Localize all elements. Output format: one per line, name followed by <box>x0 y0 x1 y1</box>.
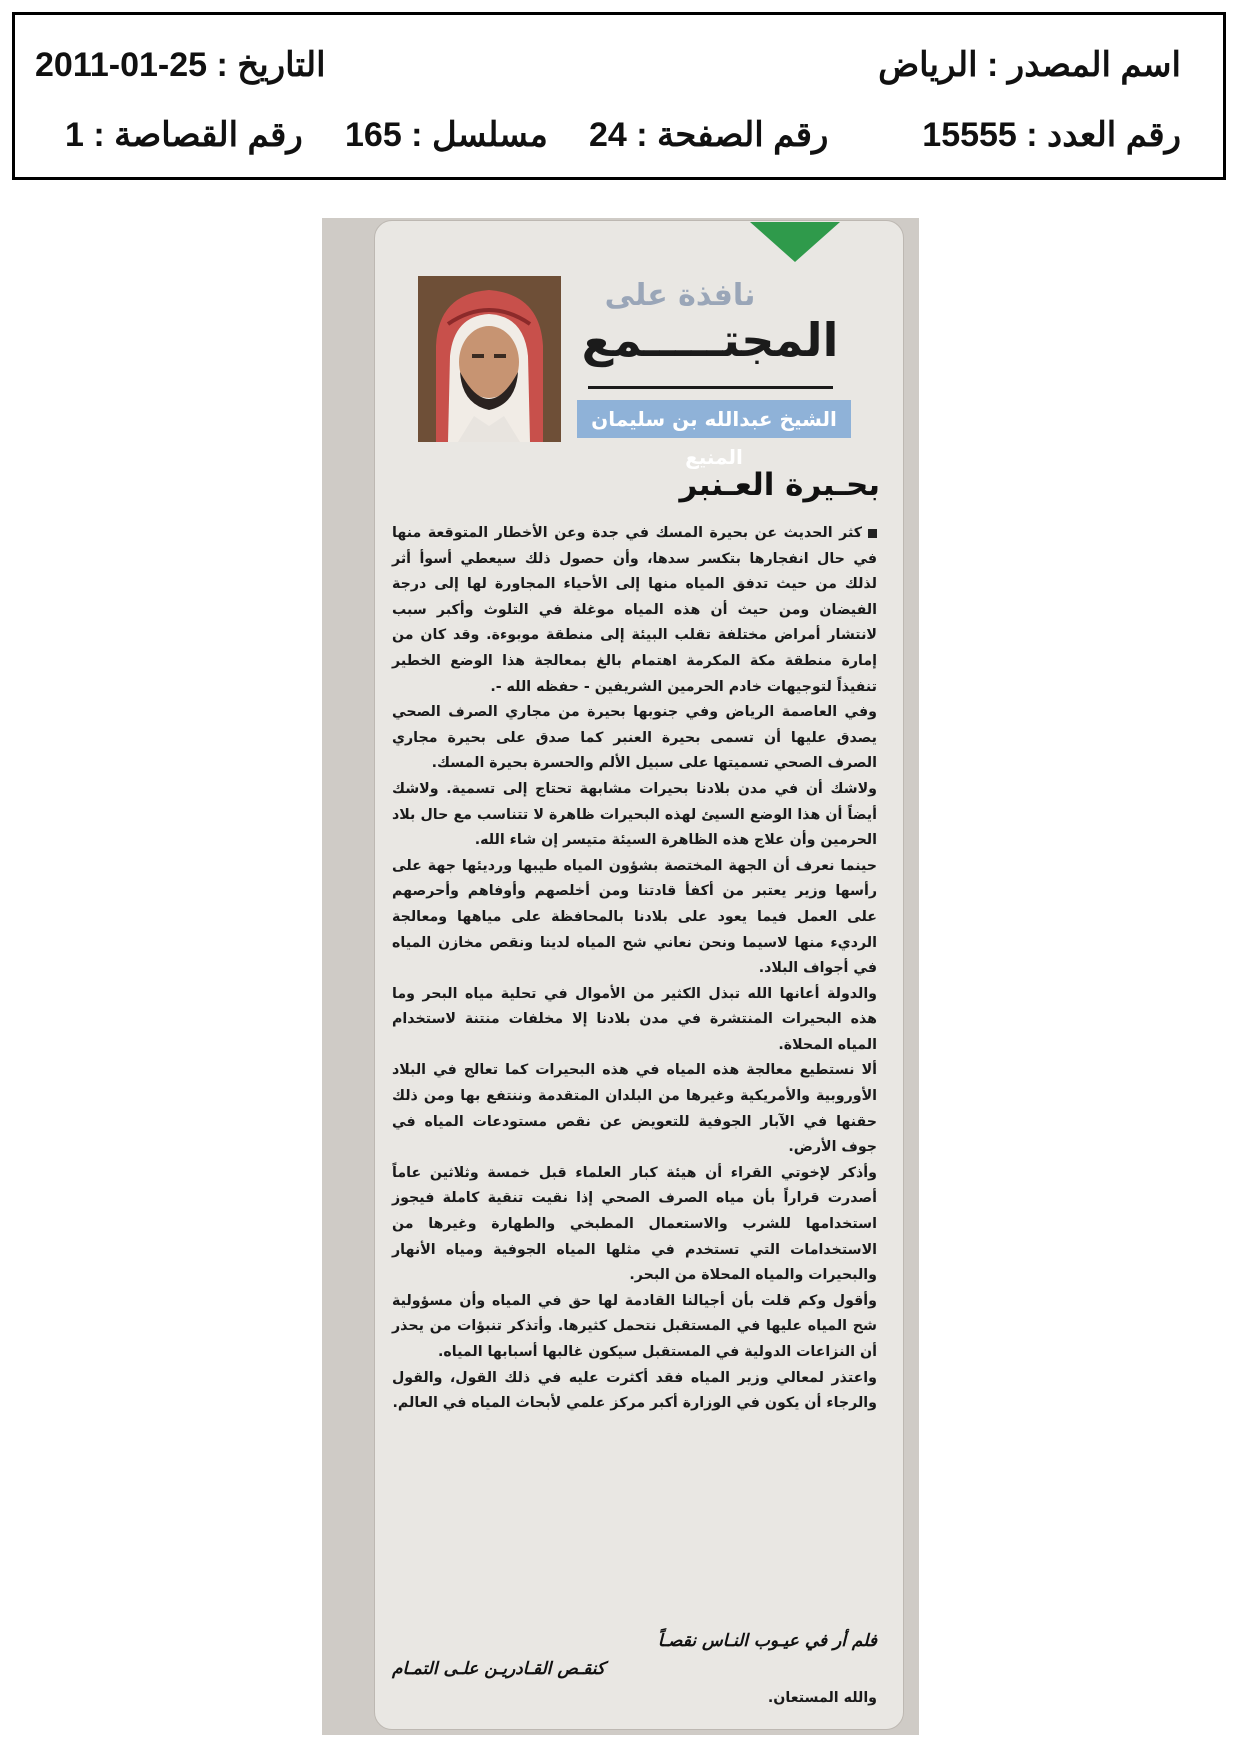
column-title-small: نافذة على <box>604 278 756 313</box>
clip-number-label: رقم القصاصة : 1 <box>65 116 303 154</box>
article-paragraph: واعتذر لمعالي وزير المياه فقد أكثرت عليه في ذلك القول، والقول والرجاء أن يكون في الوزارة أكبر مركز علمي لأبحاث المياه في العالم. <box>392 1369 877 1412</box>
source-label: اسم المصدر : الرياض <box>878 46 1181 84</box>
article-headline: بحـيرة العـنبر <box>679 467 880 503</box>
verse-line-1: فلم أر في عيـوب النـاس نقصـاً <box>657 1631 877 1651</box>
author-name: الشيخ عبدالله بن سليمان المنيع <box>577 400 851 438</box>
issue-number-label: رقم العدد : 15555 <box>922 116 1181 154</box>
title-divider <box>588 386 833 389</box>
serial-label: مسلسل : 165 <box>345 116 548 154</box>
article-body <box>392 521 877 1417</box>
author-portrait-image <box>418 276 561 442</box>
metadata-box <box>12 12 1226 180</box>
author-photo <box>418 276 561 442</box>
article-paragraph: والدولة أعانها الله تبذل الكثير من الأموال في تحلية مياه البحر وما هذه البحيرات المنتشرة في مدن بلادنا إلا مخلفات منتنة لاستخدام المياه المحلاة. <box>392 985 877 1053</box>
column-title: المجتـــــمع <box>581 313 839 367</box>
article-paragraph: ألا نستطيع معالجة هذه المياه في هذه البحيرات كما تعالج في البلاد الأوروبية والأمريكية وغيرها من البلدان المتقدمة وننتفع بها ومن ذلك حقنها في الآبار الجوفية للتعويض عن نقص مستودعات المياه في جوف الأرض. <box>392 1062 877 1156</box>
article-paragraph: ولاشك أن في مدن بلادنا بحيرات مشابهة تحتاج إلى تسمية. ولاشك أيضاً أن هذا الوضع السيئ لهذه البحيرات ظاهرة لا تتناسب مع حال بلاد الحرمين وأن علاج هذه الظاهرة السيئة متيسر إن شاء الله. <box>392 780 877 849</box>
date-label: التاريخ : 25-01-2011 <box>35 46 326 84</box>
article-paragraph: وفي العاصمة الرياض وفي جنوبها بحيرة من مجاري الصرف الصحي يصدق عليها أن تسمى بحيرة العنبر كما صدق على بحيرة مجاري الصرف الصحي تسميتها على سبيل الألم والحسرة بحيرة المسك. <box>392 704 877 772</box>
article-paragraph: حينما نعرف أن الجهة المختصة بشؤون المياه طيبها ورديئها جهة على رأسها وزير يعتبر من أكفأ قادتنا ومن أخلصهم وأوفاهم وأحرصهم على العمل فيما يعود على بلادنا بالمحافظة على مياهها ومعالجة الرديء منها لاسيما ونحن نعاني شح المياه لدينا ونقص مخازن المياه في أجواف البلاد. <box>392 857 877 977</box>
article-paragraph: وأقول وكم قلت بأن أجيالنا القادمة لها حق في المياه وأن مسؤولية شح المياه عليها في المستقبل نتحمل كثيرها. وأتذكر تنبؤات من يحذر أن النزاعات الدولية في المستقبل سيكون غالبها أسبابها المياه. <box>392 1292 877 1360</box>
page-number-label: رقم الصفحة : 24 <box>589 116 829 154</box>
closing-line: والله المستعان. <box>767 1690 877 1706</box>
article-paragraph: كثر الحديث عن بحيرة المسك في جدة وعن الأخطار المتوقعة منها في حال انفجارها بتكسر سدها، وأن حصول ذلك سيعطي أسوأ أثر لذلك من حيث تدفق المياه منها إلى الأحياء المجاورة لها إلى درجة الفيضان ومن حيث أن هذه المياه موغلة في التلوث وأكبر سبب لانتشار أمراض مختلفة تقلب البيئة إلى منطقة موبوءة. وقد كان من إمارة منطقة مكة المكرمة اهتمام بالغ بمعالجة هذا الوضع الخطير تنفيذاً لتوجيهات خادم الحرمين الشريفين - حفظه الله -. <box>392 525 877 695</box>
verse-line-2: كنقـص القـادريـن علـى التمـام <box>392 1659 605 1679</box>
article-paragraph: وأذكر لإخوتي القراء أن هيئة كبار العلماء قبل خمسة وثلاثين عاماً أصدرت قراراً بأن مياه الصرف الصحي إذا نقيت تنقية كاملة فيجوز استخدامها للشرب والاستعمال المطبخي والطهارة وغيرها من الاستخدامات التي تستخدم في مثلها المياه الجوفية ومياه الأنهار والبحيرات والمياه المحلاة من البحر. <box>392 1164 877 1284</box>
green-triangle-mark <box>750 222 840 262</box>
square-bullet-icon <box>868 529 877 538</box>
